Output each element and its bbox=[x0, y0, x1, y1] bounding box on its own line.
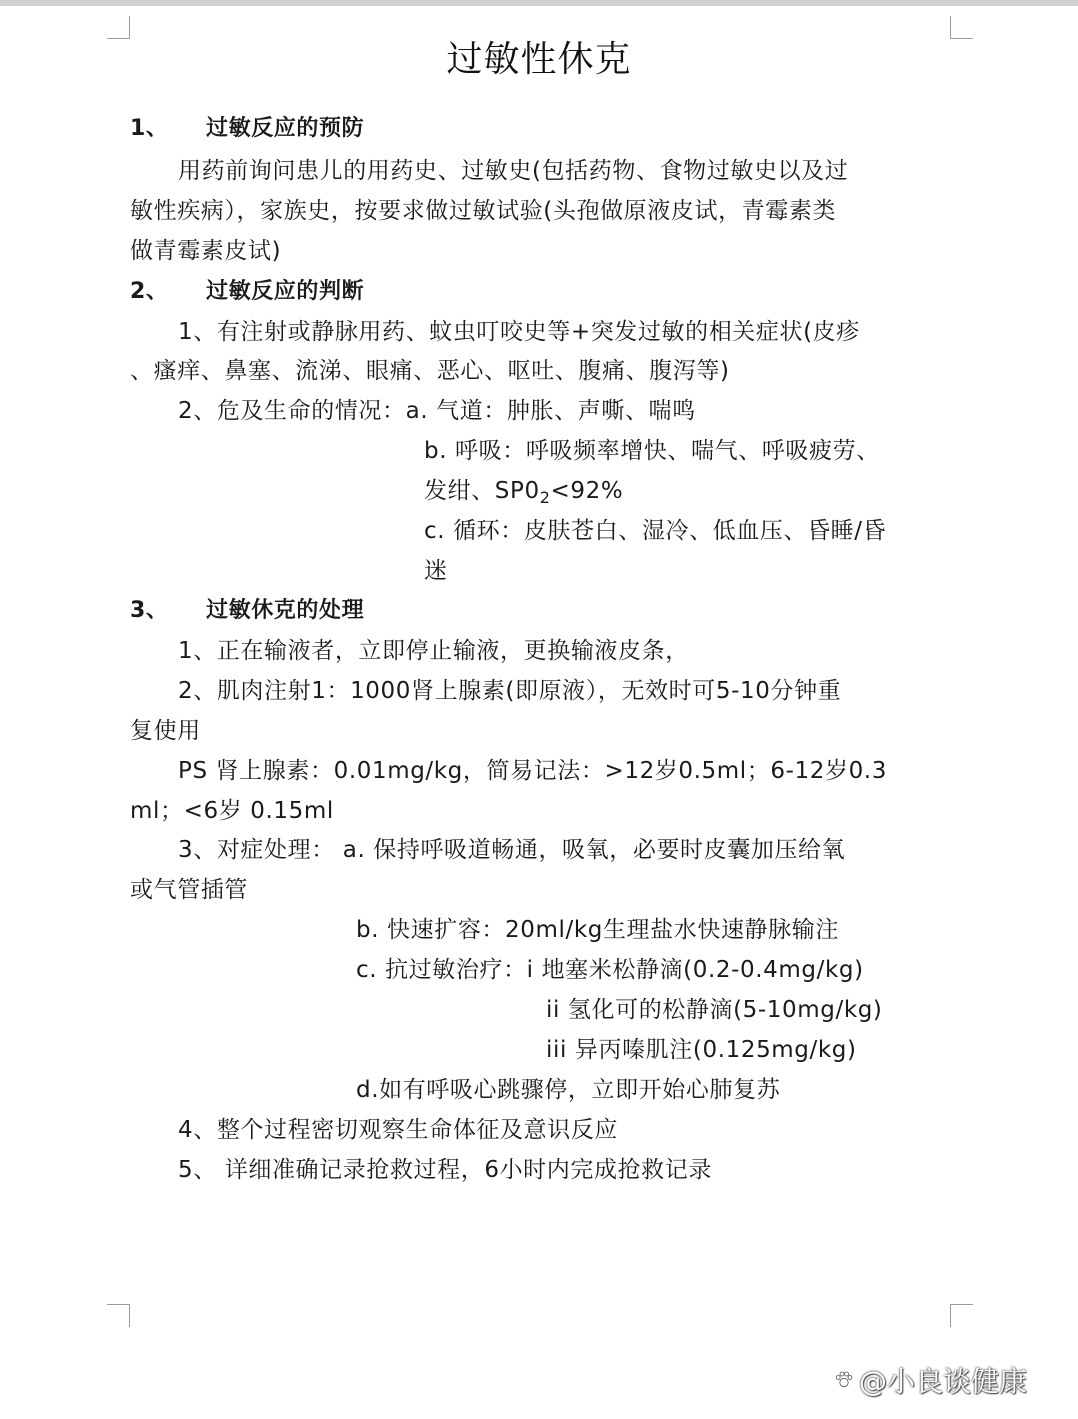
section-number: 1、 bbox=[130, 116, 169, 141]
paragraph-line: b. 快速扩容：20ml/kg生理盐水快速静脉输注 bbox=[356, 917, 839, 943]
paragraph-line: 复使用 bbox=[130, 718, 201, 744]
watermark-text: @小良谈健康 bbox=[859, 1365, 1028, 1398]
paragraph-line: 2、危及生命的情况：a. 气道：肿胀、声嘶、喘鸣 bbox=[178, 398, 696, 424]
crop-mark-bottom-left bbox=[107, 1304, 130, 1327]
spo2-threshold: <92% bbox=[550, 478, 624, 504]
watermark bbox=[835, 1360, 1027, 1402]
paragraph-line: 敏性疾病），家族史，按要求做过敏试验(头孢做原液皮试，青霉素类 bbox=[130, 198, 837, 224]
paragraph-line: ii 氢化可的松静滴(5-10mg/kg) bbox=[546, 997, 883, 1023]
document-title: 过敏性休克 bbox=[446, 39, 632, 80]
paragraph-line: d.如有呼吸心跳骤停，立即开始心肺复苏 bbox=[356, 1077, 781, 1103]
paragraph-line: iii 异丙嗪肌注(0.125mg/kg) bbox=[546, 1037, 857, 1063]
section-title: 过敏反应的判断 bbox=[206, 279, 365, 304]
paragraph-line bbox=[424, 476, 623, 513]
paragraph-line: 2、肌肉注射1：1000肾上腺素(即原液），无效时可5-10分钟重 bbox=[178, 678, 842, 704]
paragraph-line: 1、有注射或静脉用药、蚊虫叮咬史等+突发过敏的相关症状(皮疹 bbox=[178, 319, 860, 345]
section-title: 过敏反应的预防 bbox=[206, 116, 365, 141]
section-2-heading bbox=[130, 277, 364, 307]
paragraph-line: 5、 详细准确记录抢救过程，6小时内完成抢救记录 bbox=[178, 1157, 712, 1183]
paragraph-line: b. 呼吸：呼吸频率增快、喘气、呼吸疲劳、 bbox=[424, 438, 880, 464]
paragraph-line: PS 肾上腺素：0.01mg/kg，简易记法：>12岁0.5ml；6-12岁0.3 bbox=[178, 758, 887, 784]
spo2-label: 发绀、SP0 bbox=[424, 478, 540, 504]
paw-logo-icon bbox=[835, 1360, 853, 1378]
paragraph-line: 1、正在输液者，立即停止输液，更换输液皮条， bbox=[178, 638, 689, 664]
document-page bbox=[0, 6, 1078, 1419]
paragraph-line: 或气管插管 bbox=[130, 877, 248, 903]
spo2-subscript: 2 bbox=[539, 488, 551, 507]
paragraph-line: ml；<6岁 0.15ml bbox=[130, 798, 334, 824]
section-title: 过敏休克的处理 bbox=[206, 598, 365, 623]
paragraph-line: c. 循环：皮肤苍白、湿冷、低血压、昏睡/昏 bbox=[424, 518, 887, 544]
paragraph-line: 3、对症处理： a. 保持呼吸道畅通，吸氧，必要时皮囊加压给氧 bbox=[178, 837, 846, 863]
paragraph-line: 用药前询问患儿的用药史、过敏史(包括药物、食物过敏史以及过 bbox=[178, 158, 849, 184]
crop-mark-bottom-right bbox=[950, 1304, 973, 1327]
section-1-heading bbox=[130, 114, 364, 144]
section-3-heading bbox=[130, 596, 364, 626]
paragraph-line: 4、整个过程密切观察生命体征及意识反应 bbox=[178, 1117, 619, 1143]
section-number: 2、 bbox=[130, 279, 169, 304]
paragraph-line: 做青霉素皮试) bbox=[130, 238, 282, 264]
paragraph-line: 、瘙痒、鼻塞、流涕、眼痛、恶心、呕吐、腹痛、腹泻等) bbox=[130, 358, 730, 384]
section-number: 3、 bbox=[130, 598, 169, 623]
paragraph-line: c. 抗过敏治疗：i 地塞米松静滴(0.2-0.4mg/kg) bbox=[356, 957, 864, 983]
paragraph-line: 迷 bbox=[424, 558, 448, 584]
